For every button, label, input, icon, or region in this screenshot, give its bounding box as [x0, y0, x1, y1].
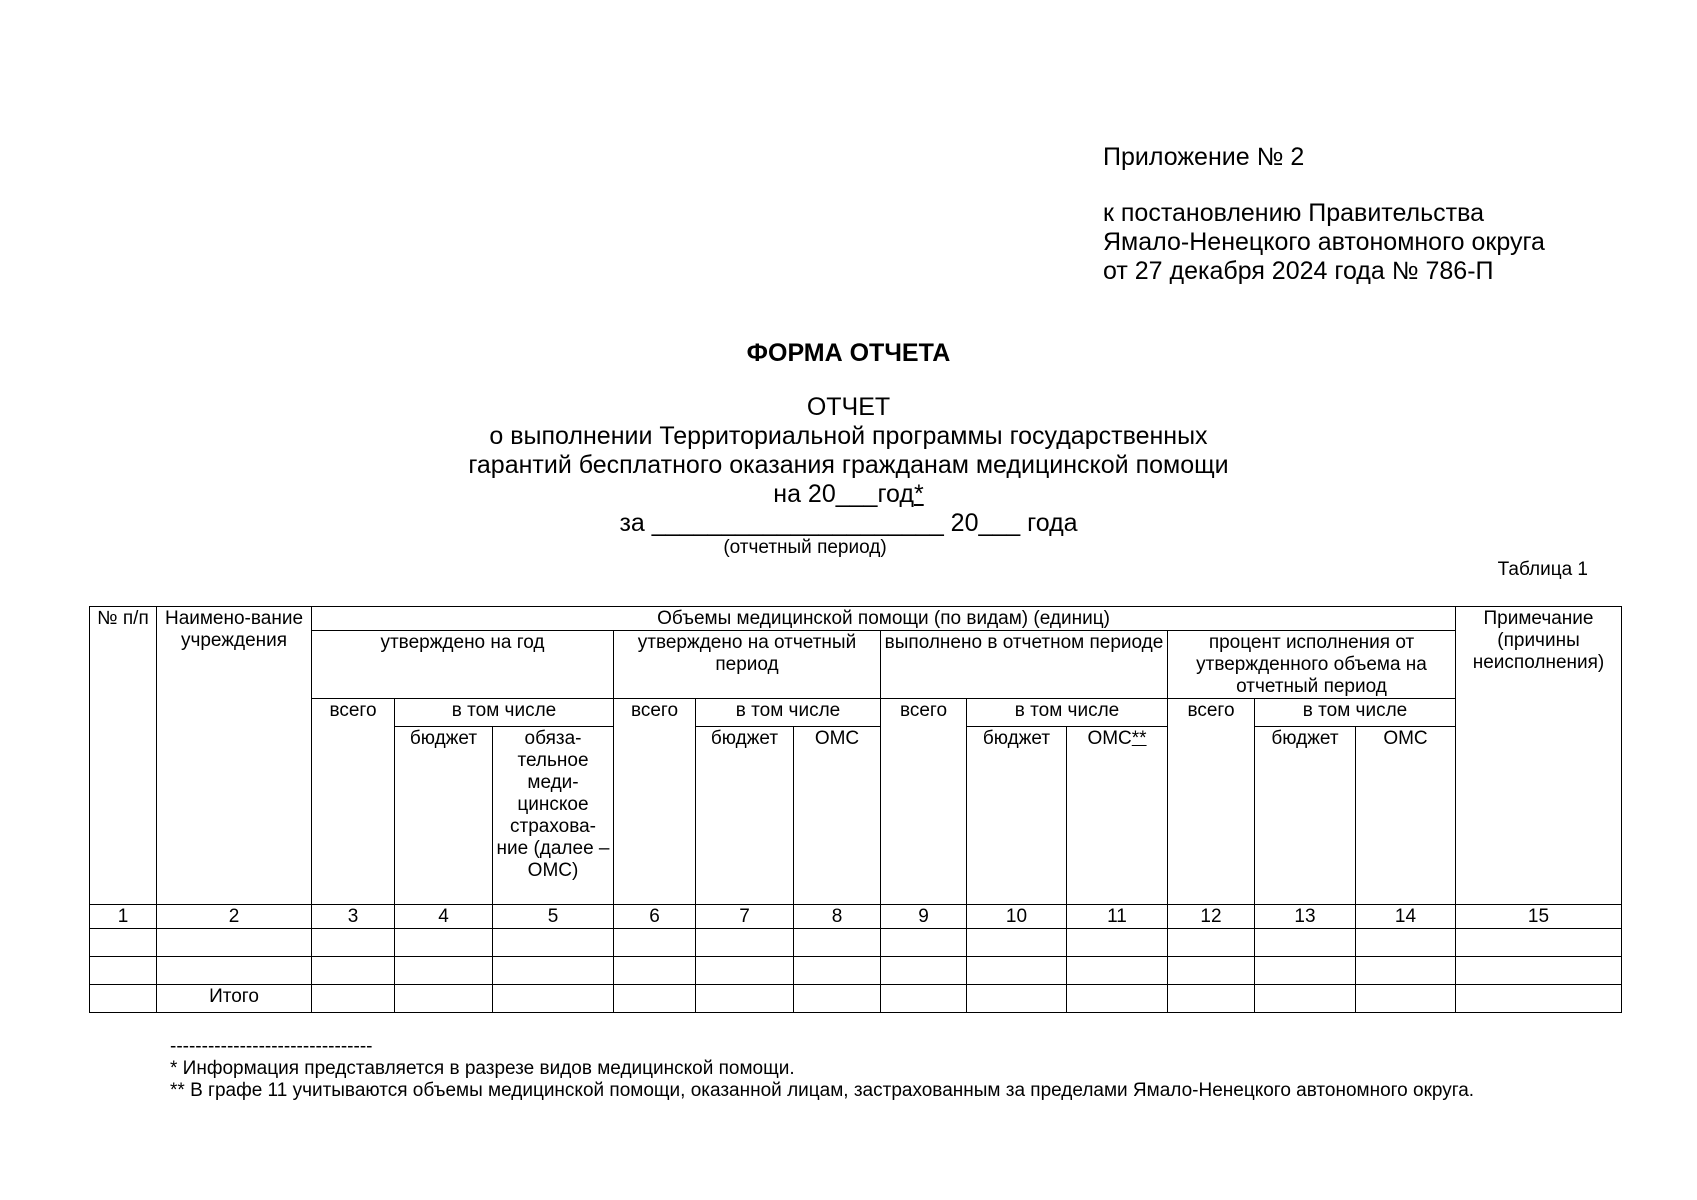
table-label: Таблица 1	[1497, 559, 1588, 580]
table-total-row	[90, 985, 1622, 1013]
report-period-line: за _____________________ 20___ года	[619, 509, 1078, 537]
header-including: в том числе	[967, 699, 1168, 727]
report-year: на 20___год	[773, 480, 914, 508]
header-total: всего	[881, 699, 967, 905]
column-number: 12	[1168, 905, 1255, 929]
footnotes	[170, 1036, 1474, 1102]
appendix-block	[1103, 143, 1545, 286]
header-budget: бюджет	[395, 727, 493, 905]
header-institution-name: Наимено-вание учреждения	[157, 607, 312, 905]
header-budget: бюджет	[1255, 727, 1356, 905]
report-heading	[0, 393, 1697, 538]
header-total: всего	[312, 699, 395, 905]
column-number: 2	[157, 905, 312, 929]
appendix-reference: к постановлению Правительства	[1103, 199, 1485, 227]
column-number: 15	[1456, 905, 1622, 929]
header-row-number: № п/п	[90, 607, 157, 905]
report-subtitle-line1: о выполнении Территориальной программы государственных	[489, 422, 1208, 450]
period-note: (отчетный период)	[723, 537, 887, 558]
appendix-number: Приложение № 2	[1103, 143, 1305, 171]
footnote-divider: --------------------------------	[170, 1036, 373, 1057]
total-label: Итого	[157, 985, 312, 1013]
column-number: 7	[696, 905, 794, 929]
table-row	[90, 957, 1622, 985]
report-year-footnote-mark: *	[913, 480, 924, 508]
appendix-region: Ямало-Ненецкого автономного округа	[1103, 228, 1545, 256]
header-percent: процент исполнения от утвержденного объема на отчетный период	[1168, 631, 1456, 699]
header-oms-footnote-mark: **	[1131, 728, 1147, 749]
header-note: Примечание (причины неисполнения)	[1456, 607, 1622, 905]
column-number: 3	[312, 905, 395, 929]
column-number: 10	[967, 905, 1067, 929]
report-table	[89, 606, 1622, 1013]
header-oms: ОМС	[794, 727, 881, 905]
header-total: всего	[1168, 699, 1255, 905]
report-title: ОТЧЕТ	[806, 393, 891, 421]
header-volumes: Объемы медицинской помощи (по видам) (единиц)	[312, 607, 1456, 631]
report-year-line	[0, 480, 1697, 509]
header-budget: бюджет	[696, 727, 794, 905]
header-approved-year: утверждено на год	[312, 631, 614, 699]
column-number: 5	[493, 905, 614, 929]
header-including: в том числе	[1255, 699, 1456, 727]
header-budget: бюджет	[967, 727, 1067, 905]
header-oms-marked: ОМС**	[1067, 727, 1168, 905]
header-done-period: выполнено в отчетном периоде	[881, 631, 1168, 699]
column-number: 11	[1067, 905, 1168, 929]
column-number: 13	[1255, 905, 1356, 929]
appendix-date: от 27 декабря 2024 года № 786-П	[1103, 257, 1494, 285]
header-oms: ОМС	[1356, 727, 1456, 905]
column-number: 8	[794, 905, 881, 929]
column-number: 6	[614, 905, 696, 929]
header-including: в том числе	[696, 699, 881, 727]
header-oms-full: обяза-тельное меди-цинское страхова-ние (далее – ОМС)	[493, 727, 614, 905]
column-number: 14	[1356, 905, 1456, 929]
column-number: 1	[90, 905, 157, 929]
form-title: ФОРМА ОТЧЕТА	[746, 339, 951, 367]
header-approved-period: утверждено на отчетный период	[614, 631, 881, 699]
table-row	[90, 929, 1622, 957]
footnote-2: ** В графе 11 учитываются объемы медицинской помощи, оказанной лицам, застрахованным за пределами Ямало-Ненецкого автономного округа.	[170, 1080, 1475, 1101]
footnote-1: * Информация представляется в разрезе видов медицинской помощи.	[170, 1058, 795, 1079]
header-total: всего	[614, 699, 696, 905]
report-subtitle-line2: гарантий бесплатного оказания гражданам медицинской помощи	[468, 451, 1229, 479]
column-number: 9	[881, 905, 967, 929]
column-number: 4	[395, 905, 493, 929]
header-including: в том числе	[395, 699, 614, 727]
